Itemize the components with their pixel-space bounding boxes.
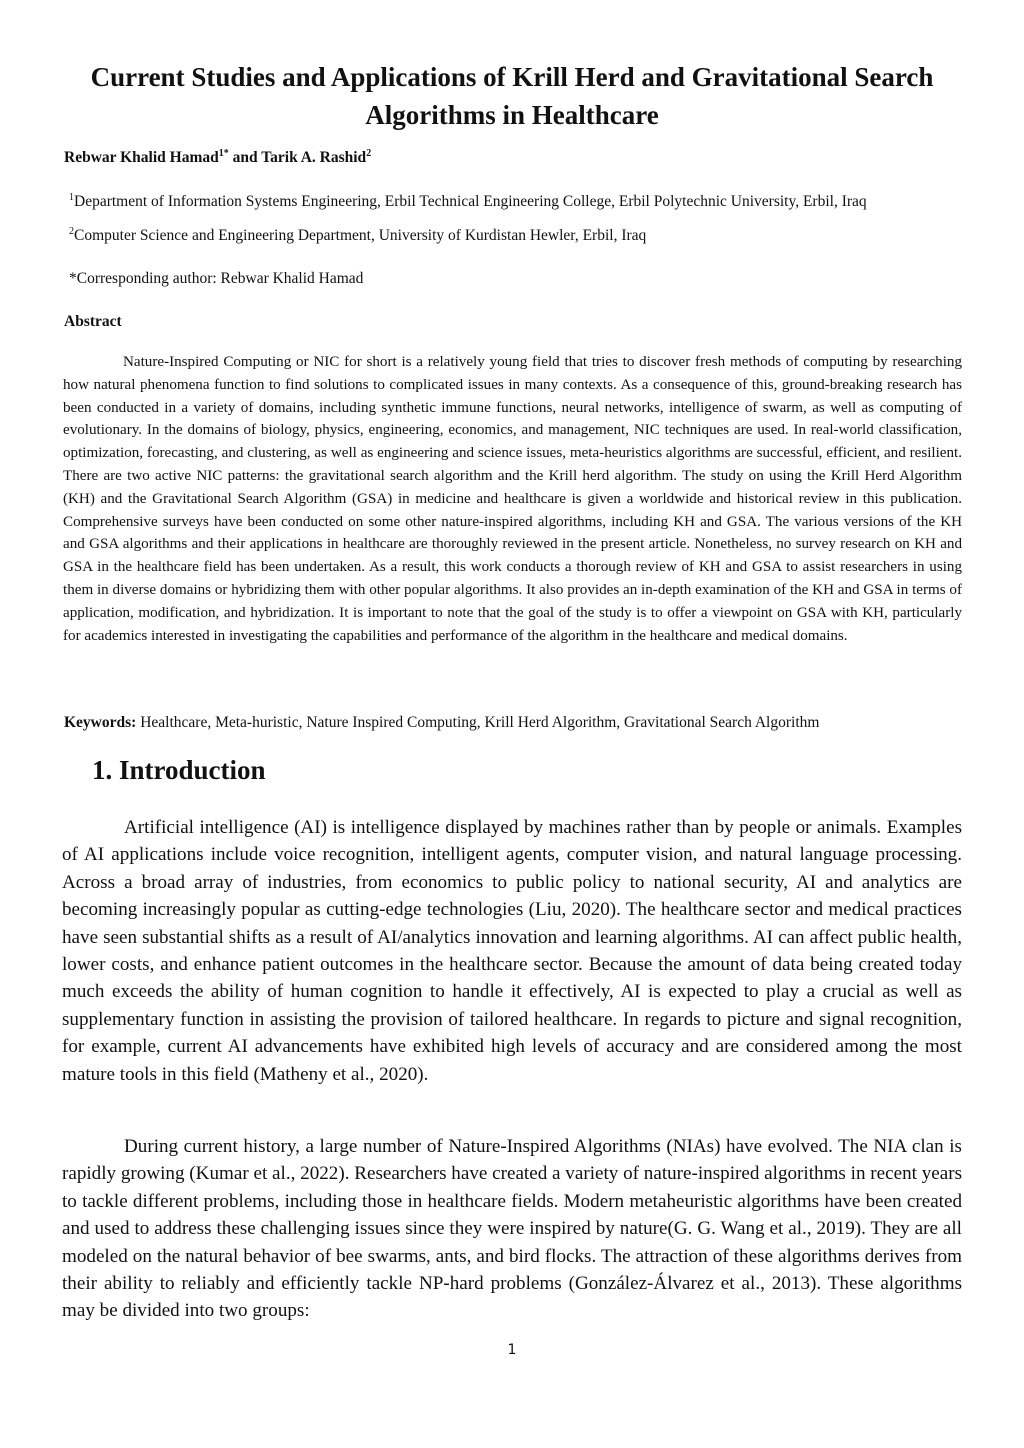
page-number: 1 (507, 1342, 517, 1358)
keywords (64, 714, 964, 732)
intro-paragraph-1: Artificial intelligence (AI) is intelligence displayed by machines rather than by people or animals. Examples of AI applications include voice recognition, intelligent agents, computer vision, and natural language processing. Across a broad array of industries, from economics to public policy to national security, AI and analytics are becoming increasingly popular as cutting-edge technologies (Liu, 2020). The healthcare sector and medical practices have seen substantial shifts as a result of AI/analytics innovation and learning algorithms. AI can affect public health, lower costs, and enhance patient outcomes in the healthcare sector. Because the amount of data being created today much exceeds the ability of human cognition to handle it effectively, AI is expected to play a crucial as well as supplementary function in assisting the provision of tailored healthcare. In regards to picture and signal recognition, for example, current AI advancements have exhibited high levels of accuracy and are considered among the most mature tools in this field (Matheny et al., 2020). (62, 817, 962, 1085)
intro-paragraph-2: During current history, a large number of Nature-Inspired Algorithms (NIAs) have evolved. The NIA clan is rapidly growing (Kumar et al., 2022). Researchers have created a variety of nature-inspired algorithms in recent years to tackle different problems, including those in healthcare fields. Modern metaheuristic algorithms have been created and used to address these challenging issues since they were inspired by nature(G. G. Wang et al., 2019). They are all modeled on the natural behavior of bee swarms, ants, and bird flocks. The attraction of these algorithms derives from their ability to reliably and efficiently tackle NP-hard problems (González-Álvarez et al., 2013). These algorithms may be divided into two groups: (62, 1136, 962, 1322)
abstract-heading: Abstract (64, 313, 122, 330)
paper-title: Current Studies and Applications of Krill Herd and Gravitational Search Algorithms in Healthcare (90, 62, 934, 130)
affiliation-2-text: Computer Science and Engineering Department, University of Kurdistan Hewler, Erbil, Iraq (74, 227, 647, 244)
author-line (64, 149, 371, 167)
affiliation-1 (69, 193, 867, 211)
section-heading-introduction: 1. Introduction (92, 755, 266, 785)
author-1-name: Rebwar Khalid Hamad (64, 149, 219, 166)
author-2-name: Tarik A. Rashid (261, 149, 367, 166)
corresponding-author: *Corresponding author: Rebwar Khalid Hamad (69, 270, 364, 287)
abstract-text: Nature-Inspired Computing or NIC for short is a relatively young field that tries to discover fresh methods of computing by researching how natural phenomena function to find solutions to complicated issues in many contexts. As a consequence of this, ground-breaking research has been conducted in a variety of domains, including synthetic immune functions, neural networks, intelligence of swarm, as well as computing of evolutionary. In the domains of biology, physics, engineering, economics, and management, NIC techniques are used. In real-world classification, optimization, forecasting, and clustering, as well as engineering and science issues, meta-heuristics algorithms are successful, efficient, and resilient. There are two active NIC patterns: the gravitational search algorithm and the Krill herd algorithm. The study on using the Krill Herd Algorithm (KH) and the Gravitational Search Algorithm (GSA) in medicine and healthcare is given a worldwide and historical review in this publication. Comprehensive surveys have been conducted on some other nature-inspired algorithms, including KH and GSA. The various versions of the KH and GSA algorithms and their applications in healthcare are thoroughly reviewed in the present article. Nonetheless, no survey research on KH and GSA in the healthcare field has been undertaken. As a result, this work conducts a thorough review of KH and GSA to assist researchers in using them in diverse domains or hybridizing them with other popular algorithms. It also provides an in-depth examination of the KH and GSA in terms of application, modification, and hybridization. It is important to note that the goal of the study is to offer a viewpoint on GSA with KH, particularly for academics interested in investigating the capabilities and performance of the algorithm in the healthcare and medical domains. (63, 354, 962, 644)
affiliation-2-mark: 2 (69, 225, 74, 237)
affiliation-1-mark: 1 (69, 191, 74, 203)
author-connector: and (228, 149, 262, 166)
affiliation-2 (69, 227, 646, 245)
keywords-list: Healthcare, Meta-huristic, Nature Inspired Computing, Krill Herd Algorithm, Gravitational Search Algorithm (136, 714, 820, 731)
author-2-mark: 2 (366, 147, 372, 159)
author-1-mark: 1* (218, 147, 229, 159)
affiliation-1-text: Department of Information Systems Engineering, Erbil Technical Engineering College, Erbil Polytechnic University, Erbil, Iraq (74, 193, 867, 210)
keywords-label: Keywords: (64, 714, 137, 731)
